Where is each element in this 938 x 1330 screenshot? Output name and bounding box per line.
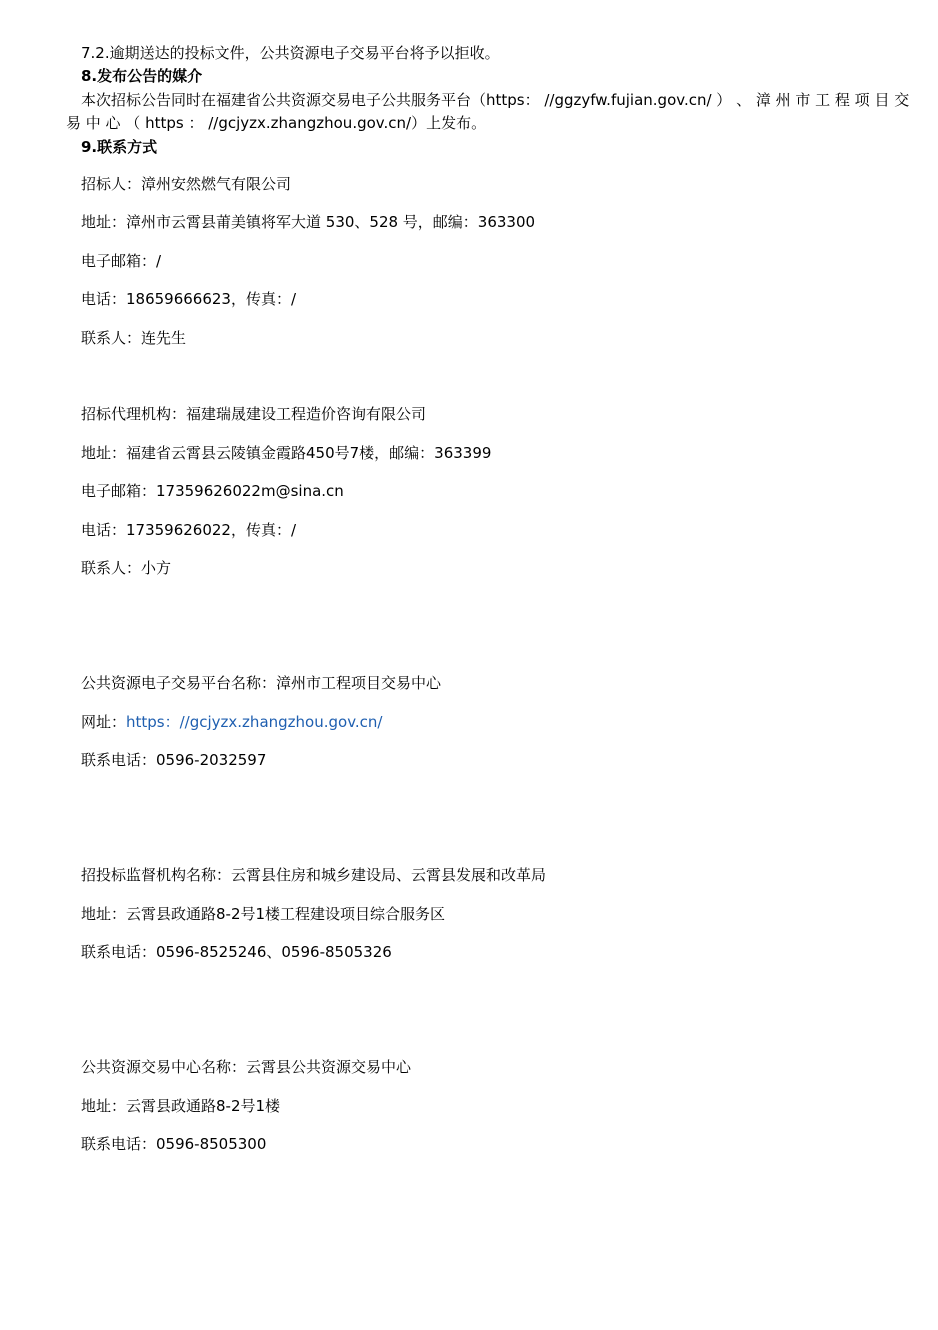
tenderer-email: 电子邮箱：/ xyxy=(81,252,162,270)
section-8-heading: 8.发布公告的媒介 xyxy=(81,67,203,85)
supervisor-name: 招投标监督机构名称：云霄县住房和城乡建设局、云霄县发展和改革局 xyxy=(81,866,547,884)
trading-center-address: 地址：云霄县政通路8-2号1楼 xyxy=(81,1097,281,1115)
section-8-body-line1: 本次招标公告同时在福建省公共资源交易电子公共服务平台（https： //ggzyfw.fujian.gov.cn/ ） 、 漳 州 市 工 程 项 目 交 xyxy=(81,91,910,109)
section-9-heading: 9.联系方式 xyxy=(81,138,158,156)
agency-contact: 联系人：小方 xyxy=(81,559,172,577)
tenderer-address: 地址：漳州市云霄县莆美镇将军大道 530、528 号，邮编：363300 xyxy=(81,213,536,231)
trading-center-name: 公共资源交易中心名称：云霄县公共资源交易中心 xyxy=(81,1058,412,1076)
agency-phone: 电话：17359626022，传真：/ xyxy=(81,521,297,539)
supervisor-phone: 联系电话：0596-8525246、0596-8505326 xyxy=(81,943,392,961)
agency-email: 电子邮箱：17359626022m@sina.cn xyxy=(81,482,344,500)
platform-url-row xyxy=(81,712,382,732)
agency-name: 招标代理机构：福建瑞晟建设工程造价咨询有限公司 xyxy=(81,405,427,423)
platform-url-link[interactable]: https：//gcjyzx.zhangzhou.gov.cn/ xyxy=(126,713,383,731)
trading-center-phone: 联系电话：0596-8505300 xyxy=(81,1135,267,1153)
platform-name: 公共资源电子交易平台名称：漳州市工程项目交易中心 xyxy=(81,674,442,692)
section-8-body-line2: 易 中 心 （ https ： //gcjyzx.zhangzhou.gov.cn/）上发布。 xyxy=(66,114,487,132)
clause-7-2: 7.2.逾期送达的投标文件，公共资源电子交易平台将予以拒收。 xyxy=(81,44,500,62)
supervisor-address: 地址：云霄县政通路8-2号1楼工程建设项目综合服务区 xyxy=(81,905,446,923)
tenderer-contact: 联系人：连先生 xyxy=(81,329,187,347)
agency-address: 地址：福建省云霄县云陵镇金霞路450号7楼，邮编：363399 xyxy=(81,444,492,462)
platform-phone: 联系电话：0596-2032597 xyxy=(81,751,267,769)
tenderer-phone: 电话：18659666623，传真：/ xyxy=(81,290,297,308)
tenderer-name: 招标人：漳州安然燃气有限公司 xyxy=(81,175,292,193)
platform-url-label: 网址： xyxy=(81,713,127,731)
